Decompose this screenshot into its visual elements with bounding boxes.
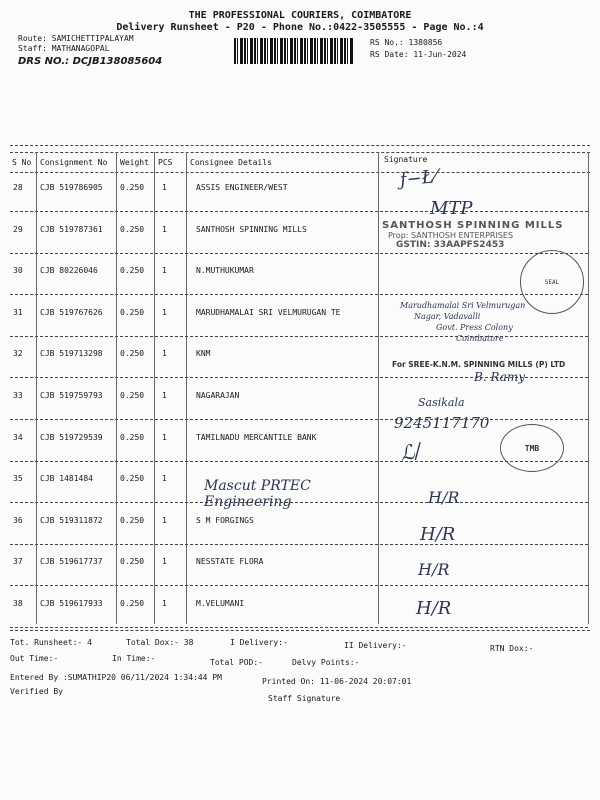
row-separator	[10, 544, 588, 545]
stamp-company: SANTHOSH SPINNING MILLS	[382, 220, 564, 231]
row-pcs: 1	[162, 599, 167, 608]
row-weight: 0.250	[120, 183, 145, 192]
row-consignment: CJB 519787361	[40, 224, 103, 234]
ii-delivery: II Delivery:-	[344, 641, 407, 650]
col-header-consignee: Consignee Details	[190, 158, 272, 167]
col-separator	[154, 152, 155, 624]
table-top-rule-2	[10, 152, 590, 153]
total-dox: Total Dox:- 38	[126, 638, 194, 647]
rtn-dox: RTN Dox:-	[490, 644, 534, 653]
row-separator	[10, 627, 588, 628]
row-weight: 0.250	[120, 557, 145, 567]
row-weight: 0.250	[120, 224, 145, 234]
row-sno: 34	[13, 432, 23, 442]
col-header-consignment: Consignment No	[40, 158, 108, 167]
hr-mark: H/R	[420, 524, 456, 545]
barcode	[234, 38, 354, 64]
row-separator	[10, 211, 588, 212]
runsheet-heading: Delivery Runsheet - P20 - Phone No.:0422-3505555 - Page No.:4	[116, 22, 484, 33]
row-consignment: CJB 519617737	[40, 557, 103, 567]
addr-line-4: Coimbatore	[456, 334, 504, 343]
row-consignee: SANTHOSH SPINNING MILLS	[196, 224, 307, 234]
stamp-gstin: GSTIN: 33AAPFS2453	[396, 240, 505, 250]
header-rule	[10, 172, 590, 173]
col-header-sno: S No	[12, 158, 32, 167]
row-weight: 0.250	[120, 266, 145, 276]
rs-number: RS No.: 1380856	[370, 38, 443, 47]
addr-line-1: Marudhamalai Sri Velmurugan	[400, 301, 526, 310]
addr-line-3: Govt. Press Colony	[436, 323, 513, 332]
verified-by: Verified By	[10, 687, 63, 696]
col-header-signature: Signature	[384, 155, 428, 164]
row-consignee: M.VELUMANI	[196, 599, 245, 608]
signature-row-28b: MTP	[430, 198, 473, 219]
company-title: THE PROFESSIONAL COURIERS, COIMBATORE	[188, 10, 412, 21]
row-sno: 30	[13, 266, 23, 276]
row-consignee: MARUDHAMALAI SRI VELMURUGAN TE	[196, 307, 341, 317]
row-pcs: 1	[162, 515, 167, 525]
route-label: Route: SAMICHETTIPALAYAM	[18, 34, 134, 43]
row-weight: 0.250	[120, 474, 145, 484]
row-pcs: 1	[162, 391, 167, 400]
col-separator	[36, 152, 37, 624]
row-pcs: 1	[162, 224, 167, 234]
row-sno: 31	[13, 307, 23, 317]
consignee-row-35-handwritten: Mascut PRTEC Engineering	[204, 478, 311, 510]
i-delivery: I Delivery:-	[230, 638, 288, 647]
row-sno: 33	[13, 391, 23, 400]
stamp-row-32: For SREE-K.N.M. SPINNING MILLS (P) LTD	[392, 360, 566, 369]
row-consignment: CJB 519617933	[40, 599, 103, 608]
row-consignee: TAMILNADU MERCANTILE BANK	[196, 432, 317, 442]
drs-number: DRS NO.: DCJB138085604	[18, 56, 163, 67]
row-sno: 35	[13, 474, 23, 484]
round-seal-icon: SEAL	[520, 250, 584, 314]
row-consignee: NESSTATE FLORA	[196, 557, 264, 567]
row-separator	[10, 461, 588, 462]
in-time: In Time:-	[112, 654, 156, 663]
row-weight: 0.250	[120, 349, 145, 359]
row-weight: 0.250	[120, 515, 145, 525]
row-sno: 28	[13, 183, 23, 192]
row-pcs: 1	[162, 307, 167, 317]
signature-row-32: B. Ramy	[474, 370, 526, 384]
row-consignment: CJB 519767626	[40, 307, 103, 317]
delvy-points: Delvy Points:-	[292, 658, 360, 667]
row-sno: 36	[13, 515, 23, 525]
row-sno: 29	[13, 224, 23, 234]
total-pod: Total POD:-	[210, 658, 263, 667]
row-consignment: CJB 1481484	[40, 474, 93, 484]
row-pcs: 1	[162, 474, 167, 484]
row-separator	[10, 585, 588, 586]
signature-row-34: ℒ∕	[397, 438, 424, 466]
row-consignment: CJB 80226046	[40, 266, 98, 276]
row-sno: 37	[13, 557, 23, 567]
row-consignment: CJB 519729539	[40, 432, 103, 442]
row-pcs: 1	[162, 183, 167, 192]
row-weight: 0.250	[120, 391, 145, 400]
addr-line-2: Nagar, Vadavalli	[414, 312, 481, 321]
row-consignment: CJB 519713298	[40, 349, 103, 359]
address-row-31	[400, 300, 570, 344]
stamp-prop: Prop: SANTHOSH ENTERPRISES	[388, 231, 514, 240]
printed-on: Printed On: 11-06-2024 20:07:01	[262, 677, 412, 686]
staff-label: Staff: MATHANAGOPAL	[18, 44, 110, 53]
col-header-weight: Weight	[120, 158, 149, 167]
row-consignment: CJB 519311872	[40, 515, 103, 525]
row-consignee: ASSIS ENGINEER/WEST	[196, 183, 288, 192]
col-separator	[116, 152, 117, 624]
col-separator	[588, 152, 589, 624]
hr-mark: H/R	[416, 598, 452, 619]
row-consignee: KNM	[196, 349, 211, 359]
row-pcs: 1	[162, 349, 167, 359]
row-sno: 38	[13, 599, 23, 608]
signature-row-28: ƒ−Ł⁄	[399, 166, 438, 191]
row-weight: 0.250	[120, 307, 145, 317]
col-header-pcs: PCS	[158, 158, 173, 167]
row-consignee: S M FORGINGS	[196, 515, 254, 525]
row-separator	[10, 419, 588, 420]
hr-mark: H/R	[428, 488, 460, 507]
bank-seal-icon: TMB	[500, 424, 564, 472]
table-top-rule	[10, 145, 590, 146]
row-weight: 0.250	[120, 599, 145, 608]
row-consignment: CJB 519786905	[40, 183, 103, 192]
hr-mark: H/R	[418, 560, 450, 579]
row-pcs: 1	[162, 557, 167, 567]
entered-by: Entered By :SUMATHIP20 06/11/2024 1:34:44 PM	[10, 673, 222, 682]
row-pcs: 1	[162, 432, 167, 442]
row-consignment: CJB 519759793	[40, 391, 103, 400]
name-row-33: Sasikala	[418, 396, 465, 409]
row-pcs: 1	[162, 266, 167, 276]
col-separator	[186, 152, 187, 624]
phone-row-33: 9245117170	[394, 414, 490, 432]
col-separator	[378, 152, 379, 624]
staff-signature: Staff Signature	[268, 694, 341, 703]
tot-runsheet: Tot. Runsheet:- 4	[10, 638, 92, 647]
row-consignee: N.MUTHUKUMAR	[196, 266, 254, 276]
rs-date: RS Date: 11-Jun-2024	[370, 50, 467, 59]
row-weight: 0.250	[120, 432, 145, 442]
row-consignee: NAGARAJAN	[196, 391, 240, 400]
row-sno: 32	[13, 349, 23, 359]
out-time: Out Time:-	[10, 654, 59, 663]
row-separator	[10, 294, 588, 295]
footer-top-rule	[10, 630, 590, 631]
